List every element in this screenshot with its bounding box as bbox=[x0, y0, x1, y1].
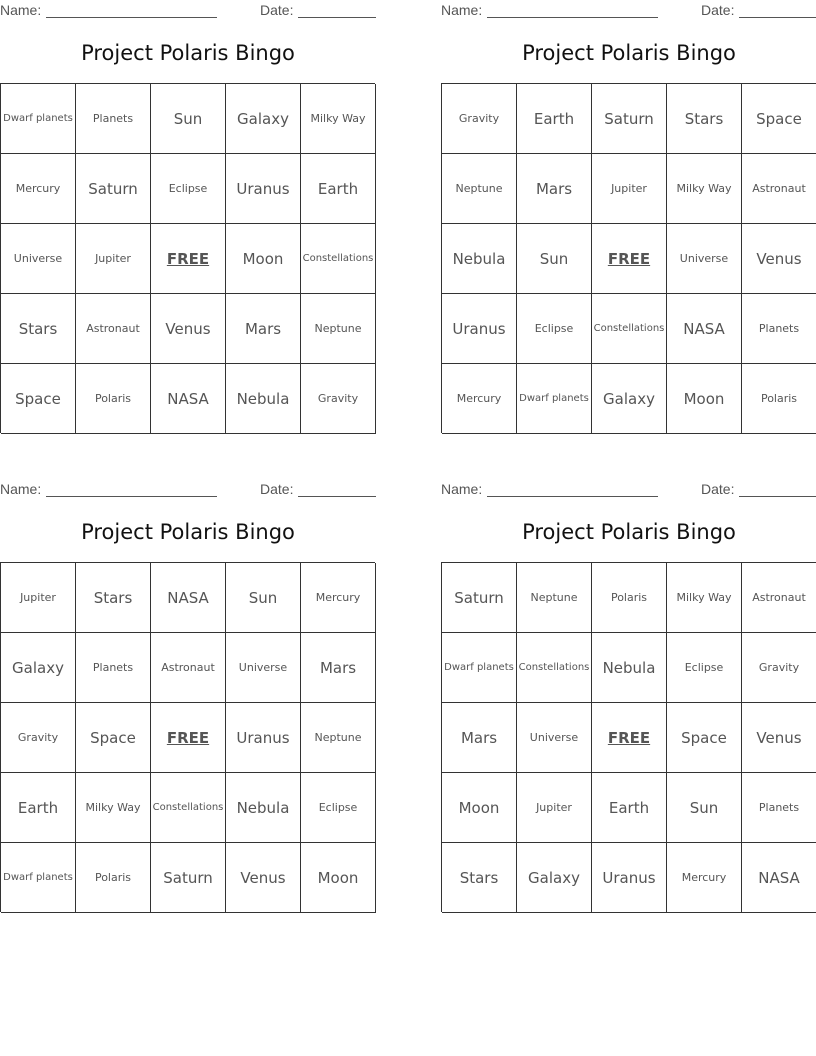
name-label: Name: bbox=[441, 2, 483, 18]
bingo-cell: Dwarf planets bbox=[1, 84, 76, 154]
bingo-cell: Eclipse bbox=[151, 154, 226, 224]
date-field-line bbox=[298, 17, 376, 18]
bingo-cell: Stars bbox=[442, 843, 517, 913]
bingo-cell: Earth bbox=[517, 84, 592, 154]
bingo-cell: Eclipse bbox=[667, 633, 742, 703]
free-space-cell: FREE bbox=[592, 703, 667, 773]
bingo-cell: Gravity bbox=[742, 633, 816, 703]
bingo-cell: Astronaut bbox=[742, 154, 816, 224]
bingo-cell: Eclipse bbox=[517, 294, 592, 364]
bingo-cell: Neptune bbox=[517, 563, 592, 633]
date-label: Date: bbox=[260, 2, 294, 18]
card-header bbox=[0, 481, 376, 499]
bingo-cell: Dwarf planets bbox=[1, 843, 76, 913]
bingo-cell: Planets bbox=[742, 294, 816, 364]
bingo-cell: Mercury bbox=[667, 843, 742, 913]
bingo-cell: Astronaut bbox=[76, 294, 151, 364]
bingo-cell: Saturn bbox=[151, 843, 226, 913]
card-header bbox=[441, 481, 816, 499]
bingo-cell: Milky Way bbox=[667, 154, 742, 224]
free-space-cell: FREE bbox=[592, 224, 667, 294]
bingo-cell: Sun bbox=[151, 84, 226, 154]
bingo-cell: Jupiter bbox=[517, 773, 592, 843]
bingo-cell: Milky Way bbox=[667, 563, 742, 633]
free-space-cell: FREE bbox=[151, 224, 226, 294]
bingo-cell: Jupiter bbox=[1, 563, 76, 633]
bingo-cell: Universe bbox=[667, 224, 742, 294]
bingo-cell: Earth bbox=[592, 773, 667, 843]
bingo-cell: Saturn bbox=[592, 84, 667, 154]
bingo-grid bbox=[0, 562, 375, 912]
bingo-cell: Sun bbox=[226, 563, 301, 633]
bingo-cell: Galaxy bbox=[226, 84, 301, 154]
bingo-cell: Eclipse bbox=[301, 773, 376, 843]
bingo-cell: Gravity bbox=[1, 703, 76, 773]
bingo-cell: Polaris bbox=[592, 563, 667, 633]
bingo-cell: NASA bbox=[667, 294, 742, 364]
bingo-cell: Constellations bbox=[151, 773, 226, 843]
bingo-cell: Planets bbox=[76, 633, 151, 703]
bingo-cell: Neptune bbox=[442, 154, 517, 224]
name-field-line bbox=[46, 496, 217, 497]
bingo-cell: Space bbox=[76, 703, 151, 773]
bingo-cell: Moon bbox=[442, 773, 517, 843]
date-label: Date: bbox=[701, 481, 735, 497]
date-field-line bbox=[298, 496, 376, 497]
bingo-card-2 bbox=[441, 0, 816, 460]
bingo-cell: Nebula bbox=[226, 364, 301, 434]
bingo-cell: NASA bbox=[742, 843, 816, 913]
bingo-cell: Moon bbox=[667, 364, 742, 434]
bingo-cell: NASA bbox=[151, 364, 226, 434]
bingo-cell: Uranus bbox=[226, 154, 301, 224]
bingo-cell: Astronaut bbox=[151, 633, 226, 703]
bingo-cell: Nebula bbox=[226, 773, 301, 843]
bingo-cell: Mercury bbox=[301, 563, 376, 633]
bingo-cell: Venus bbox=[742, 703, 816, 773]
bingo-cell: Stars bbox=[1, 294, 76, 364]
bingo-grid bbox=[441, 83, 816, 433]
bingo-cell: Jupiter bbox=[76, 224, 151, 294]
bingo-cell: Uranus bbox=[442, 294, 517, 364]
bingo-cell: Constellations bbox=[592, 294, 667, 364]
name-label: Name: bbox=[441, 481, 483, 497]
bingo-cell: Space bbox=[742, 84, 816, 154]
bingo-cell: Nebula bbox=[592, 633, 667, 703]
bingo-cell: Saturn bbox=[442, 563, 517, 633]
bingo-cell: Mars bbox=[517, 154, 592, 224]
card-title: Project Polaris Bingo bbox=[522, 520, 736, 544]
bingo-cell: Space bbox=[1, 364, 76, 434]
bingo-cell: Constellations bbox=[517, 633, 592, 703]
bingo-cell: Saturn bbox=[76, 154, 151, 224]
bingo-cell: Moon bbox=[226, 224, 301, 294]
bingo-cell: Mars bbox=[442, 703, 517, 773]
bingo-cell: Jupiter bbox=[592, 154, 667, 224]
bingo-grid bbox=[441, 562, 816, 912]
card-title: Project Polaris Bingo bbox=[81, 41, 295, 65]
date-label: Date: bbox=[260, 481, 294, 497]
card-title: Project Polaris Bingo bbox=[522, 41, 736, 65]
name-field-line bbox=[46, 17, 217, 18]
bingo-cell: Polaris bbox=[76, 843, 151, 913]
bingo-cell: Universe bbox=[226, 633, 301, 703]
bingo-cell: NASA bbox=[151, 563, 226, 633]
card-title: Project Polaris Bingo bbox=[81, 520, 295, 544]
bingo-cell: Uranus bbox=[592, 843, 667, 913]
bingo-cell: Milky Way bbox=[301, 84, 376, 154]
bingo-card-4 bbox=[441, 479, 816, 939]
bingo-cell: Sun bbox=[667, 773, 742, 843]
date-field-line bbox=[739, 17, 816, 18]
bingo-cell: Uranus bbox=[226, 703, 301, 773]
bingo-cell: Space bbox=[667, 703, 742, 773]
bingo-cell: Constellations bbox=[301, 224, 376, 294]
card-header bbox=[0, 2, 376, 20]
bingo-cell: Astronaut bbox=[742, 563, 816, 633]
bingo-card-3 bbox=[0, 479, 376, 939]
bingo-cell: Neptune bbox=[301, 703, 376, 773]
bingo-cell: Dwarf planets bbox=[442, 633, 517, 703]
bingo-cell: Earth bbox=[301, 154, 376, 224]
bingo-cell: Planets bbox=[76, 84, 151, 154]
date-field-line bbox=[739, 496, 816, 497]
bingo-cell: Mercury bbox=[442, 364, 517, 434]
bingo-cell: Gravity bbox=[442, 84, 517, 154]
bingo-cell: Dwarf planets bbox=[517, 364, 592, 434]
bingo-grid bbox=[0, 83, 375, 433]
bingo-cell: Galaxy bbox=[517, 843, 592, 913]
card-header bbox=[441, 2, 816, 20]
bingo-cell: Neptune bbox=[301, 294, 376, 364]
bingo-cell: Universe bbox=[1, 224, 76, 294]
bingo-card-1 bbox=[0, 0, 376, 460]
bingo-cell: Moon bbox=[301, 843, 376, 913]
bingo-cell: Venus bbox=[151, 294, 226, 364]
bingo-cell: Universe bbox=[517, 703, 592, 773]
name-label: Name: bbox=[0, 481, 42, 497]
name-field-line bbox=[487, 496, 658, 497]
bingo-cell: Gravity bbox=[301, 364, 376, 434]
bingo-cell: Mercury bbox=[1, 154, 76, 224]
bingo-cell: Galaxy bbox=[592, 364, 667, 434]
name-field-line bbox=[487, 17, 658, 18]
date-label: Date: bbox=[701, 2, 735, 18]
bingo-cell: Earth bbox=[1, 773, 76, 843]
free-space-cell: FREE bbox=[151, 703, 226, 773]
bingo-cell: Mars bbox=[226, 294, 301, 364]
bingo-cell: Galaxy bbox=[1, 633, 76, 703]
bingo-cell: Planets bbox=[742, 773, 816, 843]
bingo-cell: Nebula bbox=[442, 224, 517, 294]
bingo-cell: Mars bbox=[301, 633, 376, 703]
bingo-cell: Sun bbox=[517, 224, 592, 294]
bingo-cell: Venus bbox=[742, 224, 816, 294]
name-label: Name: bbox=[0, 2, 42, 18]
bingo-cell: Polaris bbox=[742, 364, 816, 434]
bingo-cell: Milky Way bbox=[76, 773, 151, 843]
bingo-cell: Stars bbox=[667, 84, 742, 154]
bingo-cell: Polaris bbox=[76, 364, 151, 434]
bingo-cell: Stars bbox=[76, 563, 151, 633]
bingo-cell: Venus bbox=[226, 843, 301, 913]
